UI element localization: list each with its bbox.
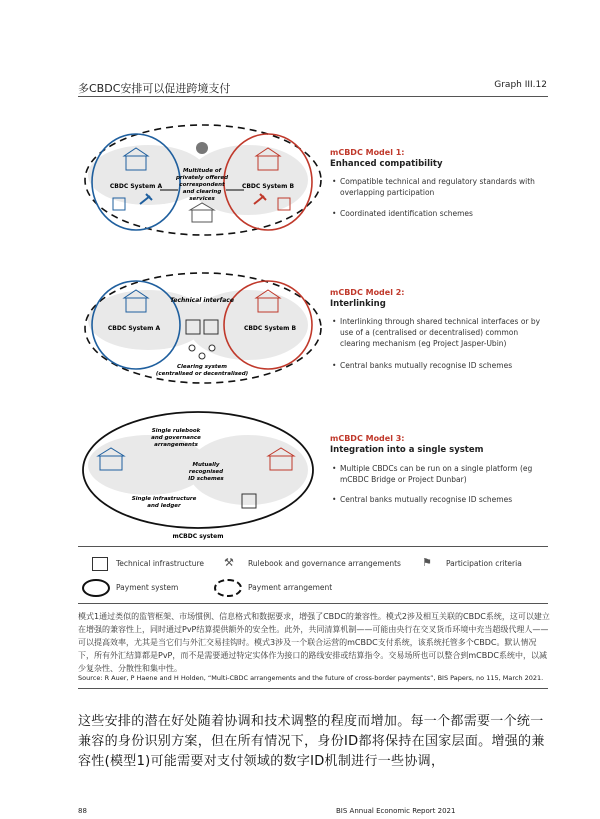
participation-icon: ⚑ xyxy=(422,556,432,569)
page-number: 88 xyxy=(78,807,87,815)
legend-participation: Participation criteria xyxy=(446,559,522,568)
figure-caption: 模式1通过类似的监管框架、市场惯例、信息格式和数据要求，增强了CBDC的兼容性。模式2涉及相互关联的CBDC系统，这可以建立在增强的兼容性上，同时通过PvP结算提供额外的安全性。此外，共同清算机制——可能由央行在交叉货币环境中充当超级代理人——可以提高效率，尤其是当它们与外汇交易挂钩时。模式3涉及一个联合运营的mCBDC支付系统，该系统托管多个CBDC。默认情况下，所有外汇结算都是PvP，而不是需要通过特定实体作为接口的路线安排或结算指令。交易场所也可以整合到mCBDC系统中，以减少复杂性、分散性和集中性。 xyxy=(78,612,550,673)
gavel-icon: ⚒ xyxy=(224,556,234,569)
legend-divider xyxy=(78,546,548,547)
cbdc-a-label-1: CBDC System A xyxy=(109,183,163,190)
single-infrastructure-label xyxy=(132,496,197,509)
cbdc-b-label-2: CBDC System B xyxy=(243,325,297,332)
figure-source: Source: R Auer, P Haene and H Holden, “Multi-CBDC arrangements and the future of cross-border payments”, BIS Papers, no 115, March 2021. xyxy=(78,674,544,682)
cloud-icon xyxy=(196,142,208,154)
svg-text:correspondent: correspondent xyxy=(179,182,225,188)
model-3-title: mCBDC Model 3: xyxy=(330,434,405,443)
technical-interface-label: Technical interface xyxy=(170,297,234,304)
model-2-bullet-2: • Central banks mutually recognise ID schemes xyxy=(340,360,550,371)
mutually-recognised-label xyxy=(188,462,224,482)
model-1-bullet-2: • Coordinated identification schemes xyxy=(340,208,550,219)
model-2-bullet-1: • Interlinking through shared technical interfaces or by use of a (centralised or decentralised) common clearing mechanism (eg Project Jasper-Ubin) xyxy=(340,316,550,349)
mcbdc-system-label: mCBDC system xyxy=(172,533,224,540)
source-divider xyxy=(78,688,548,689)
svg-text:ID schemes: ID schemes xyxy=(188,476,224,482)
header-divider xyxy=(78,96,548,97)
payment-arrangement-symbol xyxy=(214,579,242,597)
legend-payment-system: Payment system xyxy=(116,583,179,592)
legend-technical: Technical infrastructure xyxy=(116,559,205,568)
svg-text:and governance: and governance xyxy=(151,435,201,441)
payment-system-symbol xyxy=(82,579,110,597)
svg-text:arrangements: arrangements xyxy=(154,442,198,448)
caption-divider xyxy=(78,603,548,604)
cbdc-a-label-2: CBDC System A xyxy=(107,325,161,332)
svg-text:(centralised or decentralised): (centralised or decentralised) xyxy=(155,371,249,377)
legend-payment-arrangement: Payment arrangement xyxy=(248,583,333,592)
report-name: BIS Annual Economic Report 2021 xyxy=(336,807,456,815)
model-1-title: mCBDC Model 1: xyxy=(330,148,405,157)
svg-text:services: services xyxy=(189,196,215,202)
svg-text:and ledger: and ledger xyxy=(147,503,181,509)
svg-text:Multitude of: Multitude of xyxy=(182,168,222,174)
mcbdc-diagram xyxy=(78,120,328,545)
cbdc-b-label-1: CBDC System B xyxy=(241,183,295,190)
model-3-subtitle: Integration into a single system xyxy=(330,445,484,455)
page-title: 多CBDC安排可以促进跨境支付 xyxy=(78,82,231,95)
model-1-bullet-1: • Compatible technical and regulatory standards with overlapping participation xyxy=(340,176,550,198)
svg-text:Single infrastructure: Single infrastructure xyxy=(131,496,197,502)
clearing-system-label xyxy=(156,364,248,377)
svg-text:and clearing: and clearing xyxy=(182,189,222,195)
legend-rulebook: Rulebook and governance arrangements xyxy=(248,559,401,568)
svg-text:Mutually: Mutually xyxy=(192,462,220,468)
model-3-bullet-2: • Central banks mutually recognise ID schemes xyxy=(340,494,550,505)
single-rulebook-label xyxy=(151,428,201,448)
model-2-subtitle: Interlinking xyxy=(330,299,386,309)
svg-text:Single rulebook: Single rulebook xyxy=(151,428,201,434)
model-3-bullet-1: • Multiple CBDCs can be run on a single platform (eg mCBDC Bridge or Project Dunbar) xyxy=(340,463,550,485)
svg-text:recognised: recognised xyxy=(188,469,224,475)
chip-icon xyxy=(92,557,108,571)
svg-text:Clearing system: Clearing system xyxy=(177,364,227,370)
graph-number: Graph III.12 xyxy=(494,80,547,90)
svg-text:privately offered: privately offered xyxy=(175,175,229,181)
model-2-title: mCBDC Model 2: xyxy=(330,288,405,297)
body-paragraph: 这些安排的潜在好处随着协调和技术调整的程度而增加。每一个都需要一个统一兼容的身份识别方案，但在所有情况下，身份ID都将保持在国家层面。增强的兼容性(模型1)可能需要对支付领域的数字ID机制进行一些协调， xyxy=(78,714,545,769)
model-1-subtitle: Enhanced compatibility xyxy=(330,159,443,169)
